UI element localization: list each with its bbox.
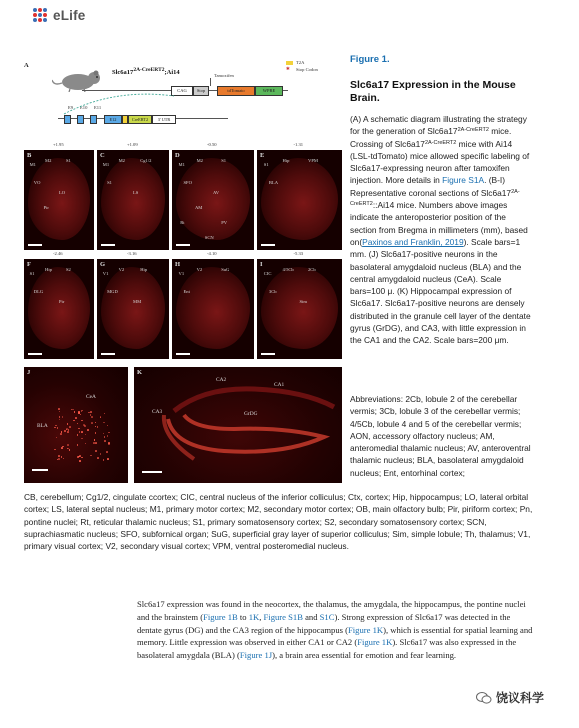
neuron-dot xyxy=(78,456,80,458)
region-label: 2Cb xyxy=(308,267,316,272)
scale-bar xyxy=(28,244,42,246)
mouse-strain-label: Slc6a17 xyxy=(112,69,134,76)
brain-section xyxy=(261,267,338,349)
panel-label: H xyxy=(175,261,181,268)
panel-label: E xyxy=(260,152,265,159)
brain-section xyxy=(261,158,338,240)
scale-bar xyxy=(142,471,162,473)
neuron-dot xyxy=(66,428,68,430)
neuron-dot xyxy=(107,458,109,460)
neuron-dot xyxy=(78,428,80,430)
watermark xyxy=(476,689,544,706)
neuron-dot xyxy=(106,451,108,453)
neuron-dot xyxy=(88,412,90,414)
region-label: LS xyxy=(133,190,139,195)
neuron-dot xyxy=(77,444,79,446)
region-label: Hip xyxy=(282,158,290,163)
region-label: Hip xyxy=(45,267,52,272)
region-label: SCN xyxy=(204,235,214,240)
neuron-dot xyxy=(108,443,110,445)
scale-bar xyxy=(101,353,115,355)
utr-box: 3' UTR xyxy=(152,115,176,124)
panel-h xyxy=(172,259,254,359)
region-label: S1 xyxy=(221,158,227,163)
neuron-dot xyxy=(75,417,77,419)
bregma-coordinate: +1.95 xyxy=(53,142,64,147)
region-label: V2 xyxy=(118,267,125,272)
region-label: PV xyxy=(221,220,228,225)
neuron-dot xyxy=(79,431,81,433)
stop-codon-legend-label: Stop Codon xyxy=(296,67,318,72)
brain-section xyxy=(28,158,90,240)
brain-section xyxy=(176,158,250,240)
neuron-dot xyxy=(103,433,105,435)
mouse-icon xyxy=(52,68,112,92)
region-label: M2 xyxy=(118,158,125,163)
region-label: AM xyxy=(194,205,203,210)
region-label: V1 xyxy=(102,271,109,276)
neuron-dot xyxy=(91,416,93,418)
region-label: MM xyxy=(133,299,142,304)
region-label: M2 xyxy=(196,158,203,163)
neuron-dot xyxy=(61,447,63,449)
neuron-dot xyxy=(95,426,97,428)
figure-1k-link[interactable]: Figure 1K xyxy=(357,637,393,648)
panel-a: A $Slc6a17^{2A-CreERT2};Ai14$ T2A ✱ Stop Codon Tamoxifen CAG Stop tdTomato WPRE E9 E10 E11 E12 CreERT2 3' UTR xyxy=(24,60,318,122)
bregma-coordinate: -2.46 xyxy=(53,251,63,256)
panel-b xyxy=(24,150,94,250)
neuron-dot xyxy=(77,423,79,425)
panel-c xyxy=(97,150,169,250)
neuron-dot xyxy=(69,426,71,428)
exon-label: E9 xyxy=(68,105,74,110)
region-label: DLG xyxy=(33,289,44,294)
neuron-dot xyxy=(95,442,97,444)
region-label: S1 xyxy=(107,180,112,185)
bregma-coordinate: -4.10 xyxy=(207,251,217,256)
region-label: S1 xyxy=(263,162,269,167)
neuron-dot xyxy=(95,432,97,434)
neuron-dot xyxy=(77,456,79,458)
panel-label: A xyxy=(24,62,29,69)
figure-1k-link[interactable]: Figure 1K xyxy=(347,624,384,635)
region-label: SFO xyxy=(183,180,192,185)
scale-bar xyxy=(261,244,275,246)
exon-box xyxy=(77,115,84,124)
neuron-dot xyxy=(80,414,82,416)
neuron-dot xyxy=(103,459,105,461)
panel-label: C xyxy=(100,152,105,159)
neuron-dot xyxy=(97,457,99,459)
neuron-dot xyxy=(74,411,76,413)
region-label: BLA xyxy=(268,180,279,185)
neuron-dot xyxy=(93,442,95,444)
neuron-dot xyxy=(107,435,109,437)
region-label: S2 xyxy=(66,267,71,272)
scale-bar xyxy=(101,244,115,246)
panel-label: B xyxy=(27,152,32,159)
paxinos-reference-link[interactable]: Paxinos and Franklin, 2019 xyxy=(362,236,464,247)
abbreviations-text-continued: CB, cerebellum; Cg1/2, cingulate ccortex; CIC, central nucleus of the inferior colliculus; Ctx, cortex; Hip, hippocampus; LO, lateral orbital cortex; LS, lateral septal nucleus; M1, primary motor cortex; M2, secondary motor cortex; OB, main olfactory bulb; Pir, piriform cortex; Pn, pontine nuclei; Rt, reticular thalamic nucleus; S1, primary somatosensory cortex; S2, secondary somatosensory cortex; SCN, suprachiasmatic nucleus; SFO, subfornical organ; SuG, superficial gray layer of superior colliculus; Sim, simple lobule; Th, thalamus; V1, primary visual cortex; V2, secondary visual cortex; VPM, ventral posteromedial nucleus. xyxy=(24,492,533,552)
region-label: Ent xyxy=(183,289,190,294)
neuron-dot xyxy=(100,417,102,419)
neuron-dot xyxy=(72,409,74,411)
region-label: M1 xyxy=(29,162,36,167)
bregma-coordinate: -0.50 xyxy=(207,142,217,147)
stop-cassette: Stop xyxy=(193,86,209,96)
scale-bar xyxy=(176,244,190,246)
panel-label: D xyxy=(175,152,180,159)
neuron-dot xyxy=(91,422,93,424)
bregma-coordinate: +1.09 xyxy=(127,142,138,147)
region-label: Rt xyxy=(180,220,185,225)
neuron-dot xyxy=(56,437,58,439)
region-label: S1 xyxy=(29,271,35,276)
neuron-dot xyxy=(81,420,83,422)
figure-1k-link[interactable]: 1K xyxy=(248,611,260,622)
region-label: M1 xyxy=(102,162,110,167)
t2a-legend-label: T2A xyxy=(296,60,305,65)
neuron-dot xyxy=(108,432,110,434)
bregma-coordinate: -1.31 xyxy=(293,142,304,147)
neuron-dot xyxy=(90,411,92,413)
region-label: LO xyxy=(59,190,66,195)
neuron-dot xyxy=(79,460,81,462)
exon-box xyxy=(90,115,97,124)
neuron-dot xyxy=(67,423,69,425)
neuron-dot xyxy=(104,440,106,442)
neuron-dot xyxy=(73,420,75,422)
brain-section xyxy=(176,267,250,349)
neuron-dot xyxy=(62,416,64,418)
neuron-dot xyxy=(69,449,71,451)
figure-1j-link[interactable]: Figure 1J xyxy=(239,650,273,661)
panel-i xyxy=(257,259,342,359)
brain-section xyxy=(101,267,165,349)
wechat-icon xyxy=(476,691,492,705)
neuron-dot xyxy=(61,456,63,458)
panel-g xyxy=(97,259,169,359)
brain-section xyxy=(28,267,90,349)
neuron-dot xyxy=(58,458,60,460)
figure-s1c-link[interactable]: S1C xyxy=(319,611,335,622)
region-label: 3Cb xyxy=(268,289,277,294)
neuron-dot xyxy=(77,434,79,436)
panel-label: I xyxy=(260,261,263,268)
logo-text: eLife xyxy=(53,8,86,23)
t2a-legend-swatch xyxy=(286,61,293,65)
figure-label-link[interactable]: Figure 1. xyxy=(350,54,390,65)
creert2-box: CreERT2 xyxy=(128,115,152,124)
tdtomato-cassette: tdTomato xyxy=(217,86,255,96)
neuron-dot xyxy=(54,449,56,451)
panel-label: K xyxy=(137,369,143,376)
body-paragraph: Slc6a17 expression was found in the neocortex, the thalamus, the amygdala, the hippocampus, the pontine nuclei and the brainstem (Figure 1B to 1K, Figure S1B and S1C). Strong expression of Slc6a17 was detected in the dentate gyrus (DG) and the CA3 region of the hippocampus (Figure 1K), which is essential for spatial learning and memory. Little expression was observed in either CA1 or CA2 (Figure 1K). Slc6a17 was also expressed in the basolateral amygdala (BLA) (Figure 1J), a brain area essential for emotion and fear learning. xyxy=(137,599,533,661)
abbreviations-text: Abbreviations: 2Cb, lobule 2 of the cerebellar vermis; 3Cb, lobule 3 of the cerebellar vermis; 4/5Cb, lobule 4 and 5 of the cerebellar vermis; AON, accessory olfactory nucleus; AM, anteromedial thalamic nucleus; AV, anteroventral thalamic nucleus; BLA, basolateral amygdaloid nucleus; Ent, entorhinal cortex; xyxy=(350,394,531,478)
neuron-dot xyxy=(81,438,83,440)
neuron-dot xyxy=(95,450,97,452)
recombination-arrow xyxy=(54,92,184,116)
neuron-dot xyxy=(67,444,69,446)
exon-label: E11 xyxy=(94,105,102,110)
neuron-dot xyxy=(87,429,89,431)
neuron-dot xyxy=(85,443,87,445)
neuron-dot xyxy=(59,419,61,421)
region-label-ca1: CA1 xyxy=(274,382,285,388)
exon-12-box: E12 xyxy=(104,115,122,124)
region-label-ca2: CA2 xyxy=(216,377,227,383)
neuron-dot xyxy=(58,455,60,457)
hippocampus-layers xyxy=(134,367,342,483)
panel-f xyxy=(24,259,94,359)
region-label: Hip xyxy=(140,267,148,272)
region-label: AV xyxy=(213,190,220,195)
region-label: MGD xyxy=(107,289,118,294)
figure-1b-link[interactable]: Figure 1B xyxy=(203,611,238,622)
figure-s1b-link[interactable]: Figure S1B xyxy=(263,611,303,622)
neuron-dot xyxy=(62,446,64,448)
region-label-grdg: GrDG xyxy=(244,411,258,417)
brain-section xyxy=(101,158,165,240)
neuron-dot xyxy=(95,422,97,424)
region-label: V1 xyxy=(178,271,185,276)
region-label: Sim xyxy=(299,299,307,304)
region-label: 4/5Cb xyxy=(282,267,294,272)
region-label: V2 xyxy=(196,267,203,272)
figure-1-image xyxy=(24,56,342,482)
neuron-dot xyxy=(67,431,69,433)
neuron-dot xyxy=(59,416,61,418)
region-label: VPM xyxy=(308,158,318,163)
scale-bar xyxy=(28,353,42,355)
scale-bar xyxy=(32,469,48,471)
region-label: Pir xyxy=(59,299,65,304)
panel-e xyxy=(257,150,342,250)
neuron-dot xyxy=(68,429,70,431)
region-label-cea: CeA xyxy=(86,394,96,400)
neuron-dot xyxy=(81,457,83,459)
scale-bar xyxy=(176,353,190,355)
neuron-dot xyxy=(54,427,56,429)
elife-logo-icon xyxy=(33,8,48,23)
neuron-dot xyxy=(97,426,99,428)
stop-codon-icon: ✱ xyxy=(286,66,290,71)
panel-label: J xyxy=(27,369,31,376)
neuron-dot xyxy=(63,458,65,460)
neuron-dot xyxy=(78,411,80,413)
neuron-dot xyxy=(58,408,60,410)
neuron-dot xyxy=(104,436,106,438)
panel-label: G xyxy=(100,261,106,268)
neuron-dot xyxy=(57,427,59,429)
figure-caption-body: (A) A schematic diagram illustrating the strategy for the generation of $Slc6a17^{2A-CreERT2}$ mice. Crossing of $Slc6a17^{2A-CreERT2}$ mice with Ai14 (LSL-tdTomato) mice allowed specific labeling of Slc6a17-expressing neuron after tamoxifen injection. More details in Figure S1A. (B-I) Representative coronal sections of $Slc6a17^{2A-CreERT2}::Ai14$ mice. Numbers above images indicate the anteroposterior position of the section from Bregma in millimeters (mm), based on(Paxinos and Franklin, 2019). Scale bars=1 mm. (J) Slc6a17-positive neurons in the basolateral amygdaloid nucleus (BLA) and the central amygdaloid nucleus (CeA). Scale bars=100 μ. (K) Hippocampal expression of Slc6a17. Slc6a17-positive neurons are densely distributed in the granule cell layer of the dentate gyrus (GrDG), and CA3, with little expression in the CA1 and the CA2. Scale bars=200 μm. xyxy=(350,114,531,346)
neuron-dot xyxy=(103,422,105,424)
neuron-dot xyxy=(107,425,109,427)
neuron-dot xyxy=(64,430,66,432)
neuron-dot xyxy=(85,434,87,436)
region-label-ca3: CA3 xyxy=(152,409,163,415)
scale-bar xyxy=(261,353,275,355)
region-label-bla: BLA xyxy=(37,423,48,429)
panel-d xyxy=(172,150,254,250)
region-label: CIC xyxy=(263,271,272,276)
bregma-coordinate: -3.16 xyxy=(127,251,137,256)
neuron-dot xyxy=(100,453,102,455)
exon-box xyxy=(64,115,71,124)
exon-label: E10 xyxy=(80,105,88,110)
cag-promoter: CAG xyxy=(171,86,193,96)
bregma-coordinate: -5.33 xyxy=(293,251,304,256)
region-label: SuG xyxy=(221,267,230,272)
region-label: Cg1/2 xyxy=(140,158,152,163)
neuron-dot xyxy=(60,433,62,435)
elife-logo[interactable] xyxy=(33,8,86,23)
neuron-dot xyxy=(59,411,61,413)
watermark-text: 饶议科学 xyxy=(496,691,545,705)
panel-j xyxy=(24,367,128,483)
region-label: S1 xyxy=(66,158,71,163)
panel-k xyxy=(134,367,342,483)
region-label: VO xyxy=(33,180,41,185)
neuron-dot xyxy=(94,439,96,441)
region-label: Pir xyxy=(43,205,49,210)
figure-heading: Slc6a17 Expression in the Mouse Brain. xyxy=(350,79,516,104)
figure-s1a-link[interactable]: Figure S1A xyxy=(442,175,485,186)
region-label: M2 xyxy=(45,158,52,163)
neuron-dot xyxy=(104,413,106,415)
neuron-dot xyxy=(83,424,85,426)
neuron-dot xyxy=(81,431,83,433)
neuron-dot xyxy=(90,455,92,457)
tamoxifen-label: Tamoxifen xyxy=(214,73,234,78)
region-label: M1 xyxy=(178,162,185,167)
wpre-cassette: WPRE xyxy=(255,86,283,96)
panel-label: F xyxy=(27,261,31,268)
